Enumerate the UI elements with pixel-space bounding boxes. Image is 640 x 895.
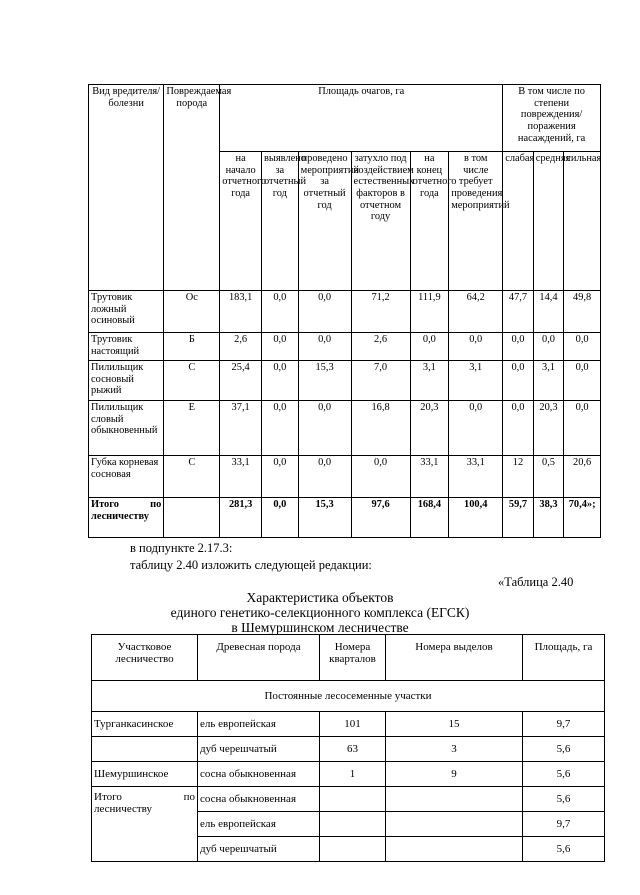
amendment-paragraph: таблицу 2.40 изложить следующей редакции: [130,558,372,572]
cell-start: 25,4 [220,361,262,401]
total-label-line [91,499,161,511]
cell-area: 5,6 [523,737,605,762]
cell-needs: 64,2 [449,291,503,333]
cell-species: дуб черешчатый [198,737,320,762]
table-row [92,737,605,762]
total-species: сосна обыкновенная [198,787,320,812]
cell-forestry [92,737,198,762]
header-damage: В том числе по степени повреждения/поражения насаждений, га [503,85,601,152]
cell-measures: 15,3 [298,361,351,401]
cell-needs: 3,1 [449,361,503,401]
cell-needs: 0,0 [449,333,503,361]
cell-quarter: 1 [320,762,386,787]
cell-medium: 3,1 [533,361,564,401]
header-medium: средняя [533,152,564,291]
table-row [92,762,605,787]
total-plot [386,837,523,862]
header-row [92,635,605,681]
cell-found: 0,0 [262,361,299,401]
header-species: Повреждаемая порода [164,85,220,291]
cell-strong: 0,0 [564,401,601,456]
cell-forestry: Турганкасинское [92,712,198,737]
cell-plot: 9 [386,762,523,787]
cell-medium: 0,5 [533,456,564,498]
cell-quarter: 63 [320,737,386,762]
total-end: 168,4 [410,498,449,538]
cell-species: Б [164,333,220,361]
header-quarters: Номера кварталов [320,635,386,681]
cell-species: Е [164,401,220,456]
cell-measures: 0,0 [298,291,351,333]
cell-plot: 3 [386,737,523,762]
section-row [92,681,605,712]
total-label-line: лесничеству [91,510,149,522]
cell-end: 111,9 [410,291,449,333]
cell-measures: 0,0 [298,401,351,456]
cell-strong: 49,8 [564,291,601,333]
total-measures: 15,3 [298,498,351,538]
cell-end: 0,0 [410,333,449,361]
cell-species: С [164,361,220,401]
egsk-objects-table [91,634,605,862]
cell-medium: 14,4 [533,291,564,333]
cell-pest: Трутовик настоящий [89,333,164,361]
section-title: Постоянные лесосеменные участки [92,681,605,712]
total-quarter [320,837,386,862]
header-needs: в том числе требует проведения мероприятий [449,152,503,291]
table-row [89,456,601,498]
header-start: на начало отчетного года [220,152,262,291]
total-label [92,787,198,862]
cell-end: 20,3 [410,401,449,456]
table-title-line: Характеристика объектов [246,590,394,605]
cell-strong: 0,0 [564,333,601,361]
cell-quarter: 101 [320,712,386,737]
cell-forestry: Шемуршинское [92,762,198,787]
cell-faded: 71,2 [351,291,410,333]
cell-species: сосна обыкновенная [198,762,320,787]
cell-pest: Губка корневая сосновая [89,456,164,498]
cell-weak: 12 [503,456,534,498]
cell-start: 183,1 [220,291,262,333]
cell-end: 33,1 [410,456,449,498]
cell-faded: 7,0 [351,361,410,401]
total-species: ель европейская [198,812,320,837]
total-area: 9,7 [523,812,605,837]
cell-strong: 0,0 [564,361,601,401]
cell-end: 3,1 [410,361,449,401]
cell-medium: 20,3 [533,401,564,456]
table-row [89,333,601,361]
cell-weak: 47,7 [503,291,534,333]
total-row [89,498,601,538]
forest-pests-table [88,84,601,538]
cell-start: 2,6 [220,333,262,361]
cell-measures: 0,0 [298,333,351,361]
total-area: 5,6 [523,787,605,812]
header-end: на конец отчетного года [410,152,449,291]
total-strong: 70,4»; [564,498,601,538]
cell-found: 0,0 [262,456,299,498]
header-measures: проведено мероприятий за отчетный год [298,152,351,291]
cell-start: 37,1 [220,401,262,456]
cell-found: 0,0 [262,291,299,333]
cell-weak: 0,0 [503,401,534,456]
cell-found: 0,0 [262,401,299,456]
header-area: Площадь, га [523,635,605,681]
cell-pest: Пилильщик сосновый рыжий [89,361,164,401]
header-pest: Вид вредителя/болезни [89,85,164,291]
total-weak: 59,7 [503,498,534,538]
total-label-word: Итого [94,791,122,803]
table-row [89,291,601,333]
total-faded: 97,6 [351,498,410,538]
total-label-word: Итого [91,499,119,510]
cell-species: Ос [164,291,220,333]
cell-found: 0,0 [262,333,299,361]
header-species: Древесная порода [198,635,320,681]
cell-plot: 15 [386,712,523,737]
total-species: дуб черешчатый [198,837,320,862]
table-row [89,401,601,456]
header-faded: затухло под воздействием естественных факторов в отчетном году [351,152,410,291]
amendment-paragraph: в подпункте 2.17.3: [130,541,233,555]
total-area: 5,6 [523,837,605,862]
header-row-1 [89,85,601,152]
cell-pest: Пилильщик словый обыкновенный [89,401,164,456]
cell-area: 9,7 [523,712,605,737]
cell-weak: 0,0 [503,333,534,361]
header-weak: слабая [503,152,534,291]
cell-needs: 33,1 [449,456,503,498]
header-plots: Номера выделов [386,635,523,681]
total-found: 0,0 [262,498,299,538]
total-label-line: лесничеству [94,803,152,816]
total-start: 281,3 [220,498,262,538]
cell-species: С [164,456,220,498]
table-row [92,712,605,737]
total-label-line [94,791,195,803]
cell-faded: 0,0 [351,456,410,498]
total-quarter [320,787,386,812]
total-medium: 38,3 [533,498,564,538]
table-title-line: в Шемуршинском лесничестве [231,620,409,635]
cell-pest: Трутовик ложный осиновый [89,291,164,333]
total-needs: 100,4 [449,498,503,538]
total-label-word: по [150,499,162,510]
total-plot [386,812,523,837]
cell-weak: 0,0 [503,361,534,401]
header-forestry: Участковое лесничество [92,635,198,681]
total-quarter [320,812,386,837]
total-label [89,498,164,538]
total-species [164,498,220,538]
table-number: «Таблица 2.40 [498,575,574,589]
header-strong: сильная [564,152,601,291]
total-row [92,787,605,812]
total-label-word: по [183,791,195,803]
cell-medium: 0,0 [533,333,564,361]
table-row [89,361,601,401]
cell-needs: 0,0 [449,401,503,456]
cell-species: ель европейская [198,712,320,737]
cell-measures: 0,0 [298,456,351,498]
cell-faded: 2,6 [351,333,410,361]
cell-faded: 16,8 [351,401,410,456]
header-area: Площадь очагов, га [220,85,503,152]
table-title-line: единого генетико-селекционного комплекса (ЕГСК) [170,605,470,620]
cell-area: 5,6 [523,762,605,787]
total-plot [386,787,523,812]
cell-strong: 20,6 [564,456,601,498]
cell-start: 33,1 [220,456,262,498]
header-found: выявлено за отчетный год [262,152,299,291]
